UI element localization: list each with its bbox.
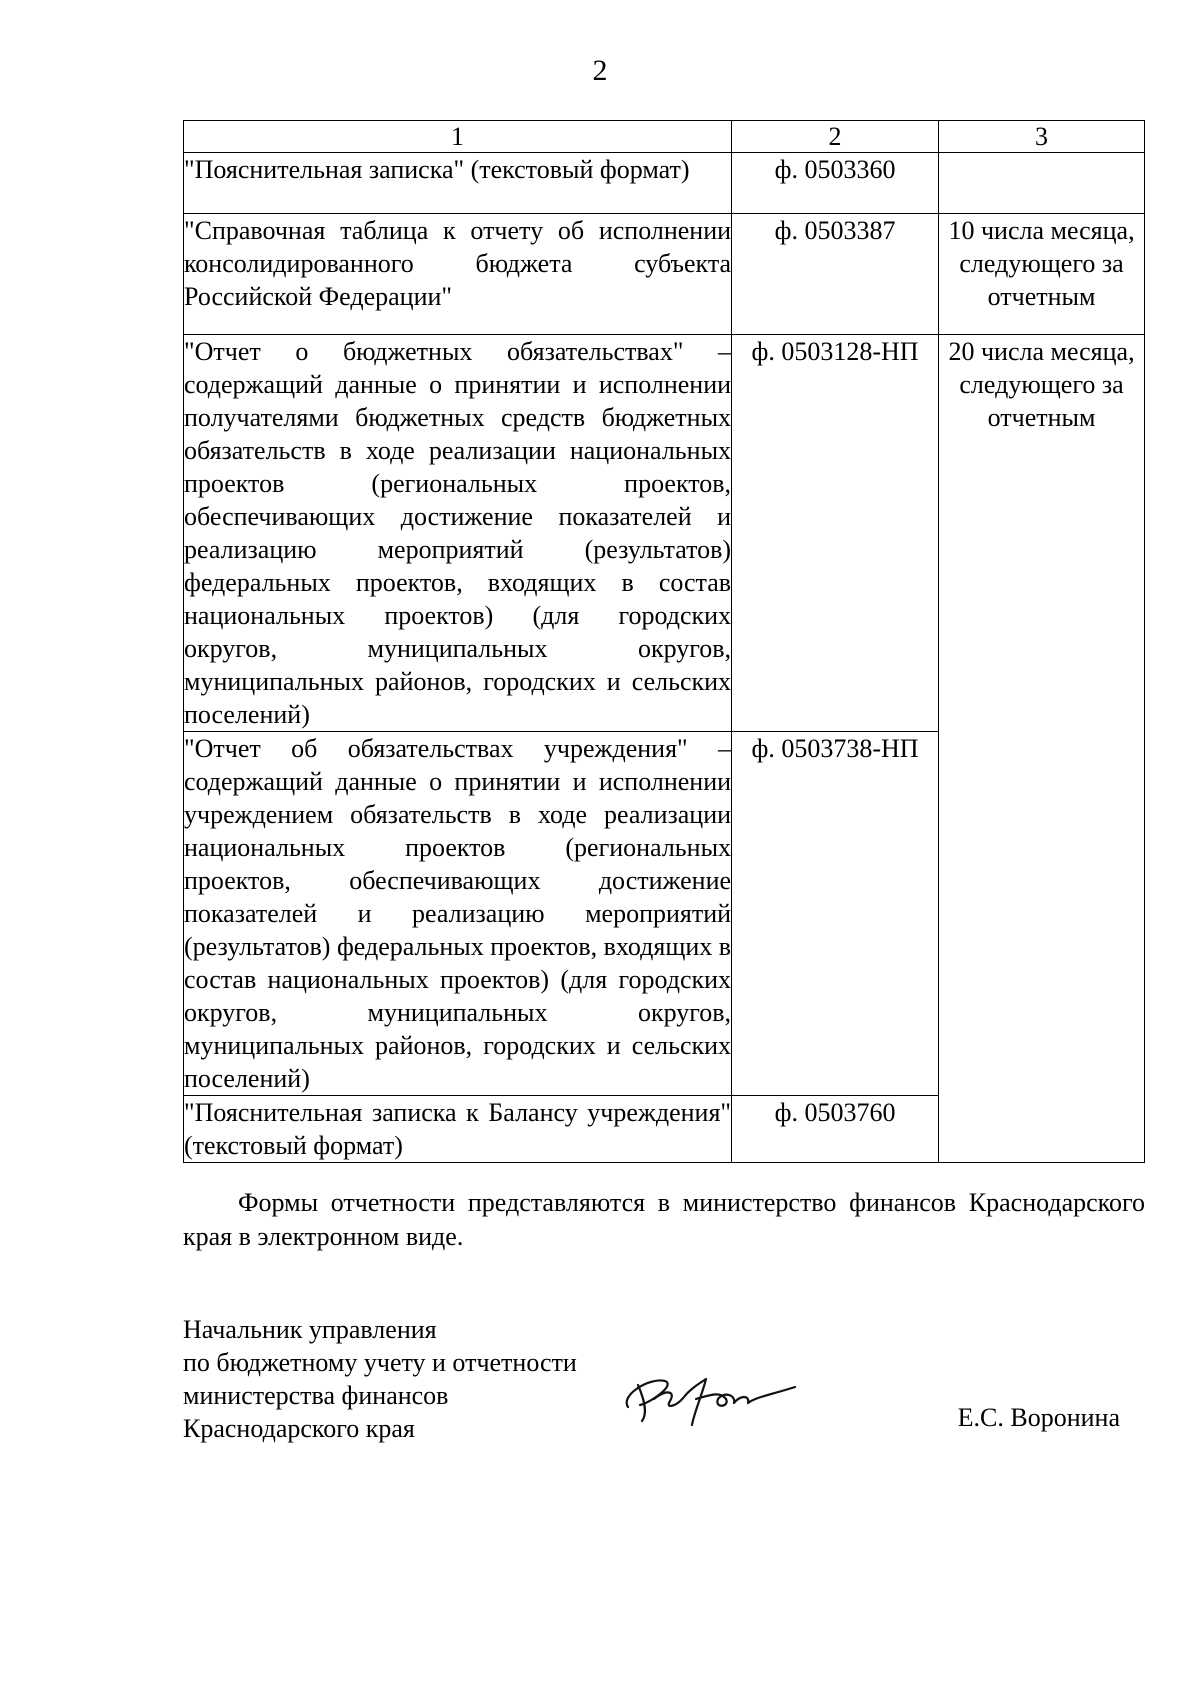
- form-code: ф. 0503360: [732, 153, 939, 214]
- submission-term: 20 числа месяца, следующего за отчетным: [939, 335, 1145, 1163]
- table-header-row: [184, 121, 1145, 153]
- column-header-1: 1: [184, 121, 732, 153]
- form-description: "Пояснительная записка к Балансу учреждения" (текстовый формат): [184, 1096, 732, 1163]
- submission-term: [939, 153, 1145, 214]
- signatory-title-line: министерства финансов: [183, 1381, 449, 1410]
- form-description: "Справочная таблица к отчету об исполнении консолидированного бюджета субъекта Российской Федерации": [184, 214, 732, 335]
- handwritten-signature: [610, 1355, 810, 1435]
- form-code: ф. 0503738-НП: [732, 732, 939, 1096]
- signer-name: Е.С. Воронина: [957, 1403, 1120, 1432]
- submission-term: 10 числа месяца, следующего за отчетным: [939, 214, 1145, 335]
- form-description: "Отчет об обязательствах учреждения" – содержащий данные о принятии и исполнении учреждением обязательств в ходе реализации национальных проектов (региональных проектов, обеспечивающих достижение показателей и реализацию мероприятий (результатов) федеральных проектов, входящих в состав национальных проектов) (для городских округов, муниципальных округов, муниципальных районов, городских и сельских поселений): [184, 732, 732, 1096]
- signatory-title-line: Краснодарского края: [183, 1414, 415, 1443]
- form-code: ф. 0503128-НП: [732, 335, 939, 732]
- reporting-forms-table: [183, 120, 1145, 1163]
- table-row: [184, 153, 1145, 214]
- table-row: [184, 335, 1145, 732]
- submission-note: Формы отчетности представляются в министерство финансов Краснодарского края в электронном виде.: [183, 1188, 1145, 1251]
- column-header-3: 3: [939, 121, 1145, 153]
- signatory-title-line: Начальник управления: [183, 1315, 437, 1344]
- form-description: "Пояснительная записка" (текстовый формат): [184, 153, 732, 214]
- column-header-2: 2: [732, 121, 939, 153]
- signatory-title-line: по бюджетному учету и отчетности: [183, 1348, 577, 1377]
- page-number: 2: [592, 54, 608, 87]
- form-code: ф. 0503387: [732, 214, 939, 335]
- form-description: "Отчет о бюджетных обязательствах" – содержащий данные о принятии и исполнении получателями бюджетных средств бюджетных обязательств в ходе реализации национальных проектов (региональных проектов, обеспечивающих достижение показателей и реализацию мероприятий (результатов) федеральных проектов, входящих в состав национальных проектов) (для городских округов, муниципальных округов, муниципальных районов, городских и сельских поселений): [184, 335, 732, 732]
- form-code: ф. 0503760: [732, 1096, 939, 1163]
- signatory-title: [183, 1313, 577, 1445]
- table-row: [184, 214, 1145, 335]
